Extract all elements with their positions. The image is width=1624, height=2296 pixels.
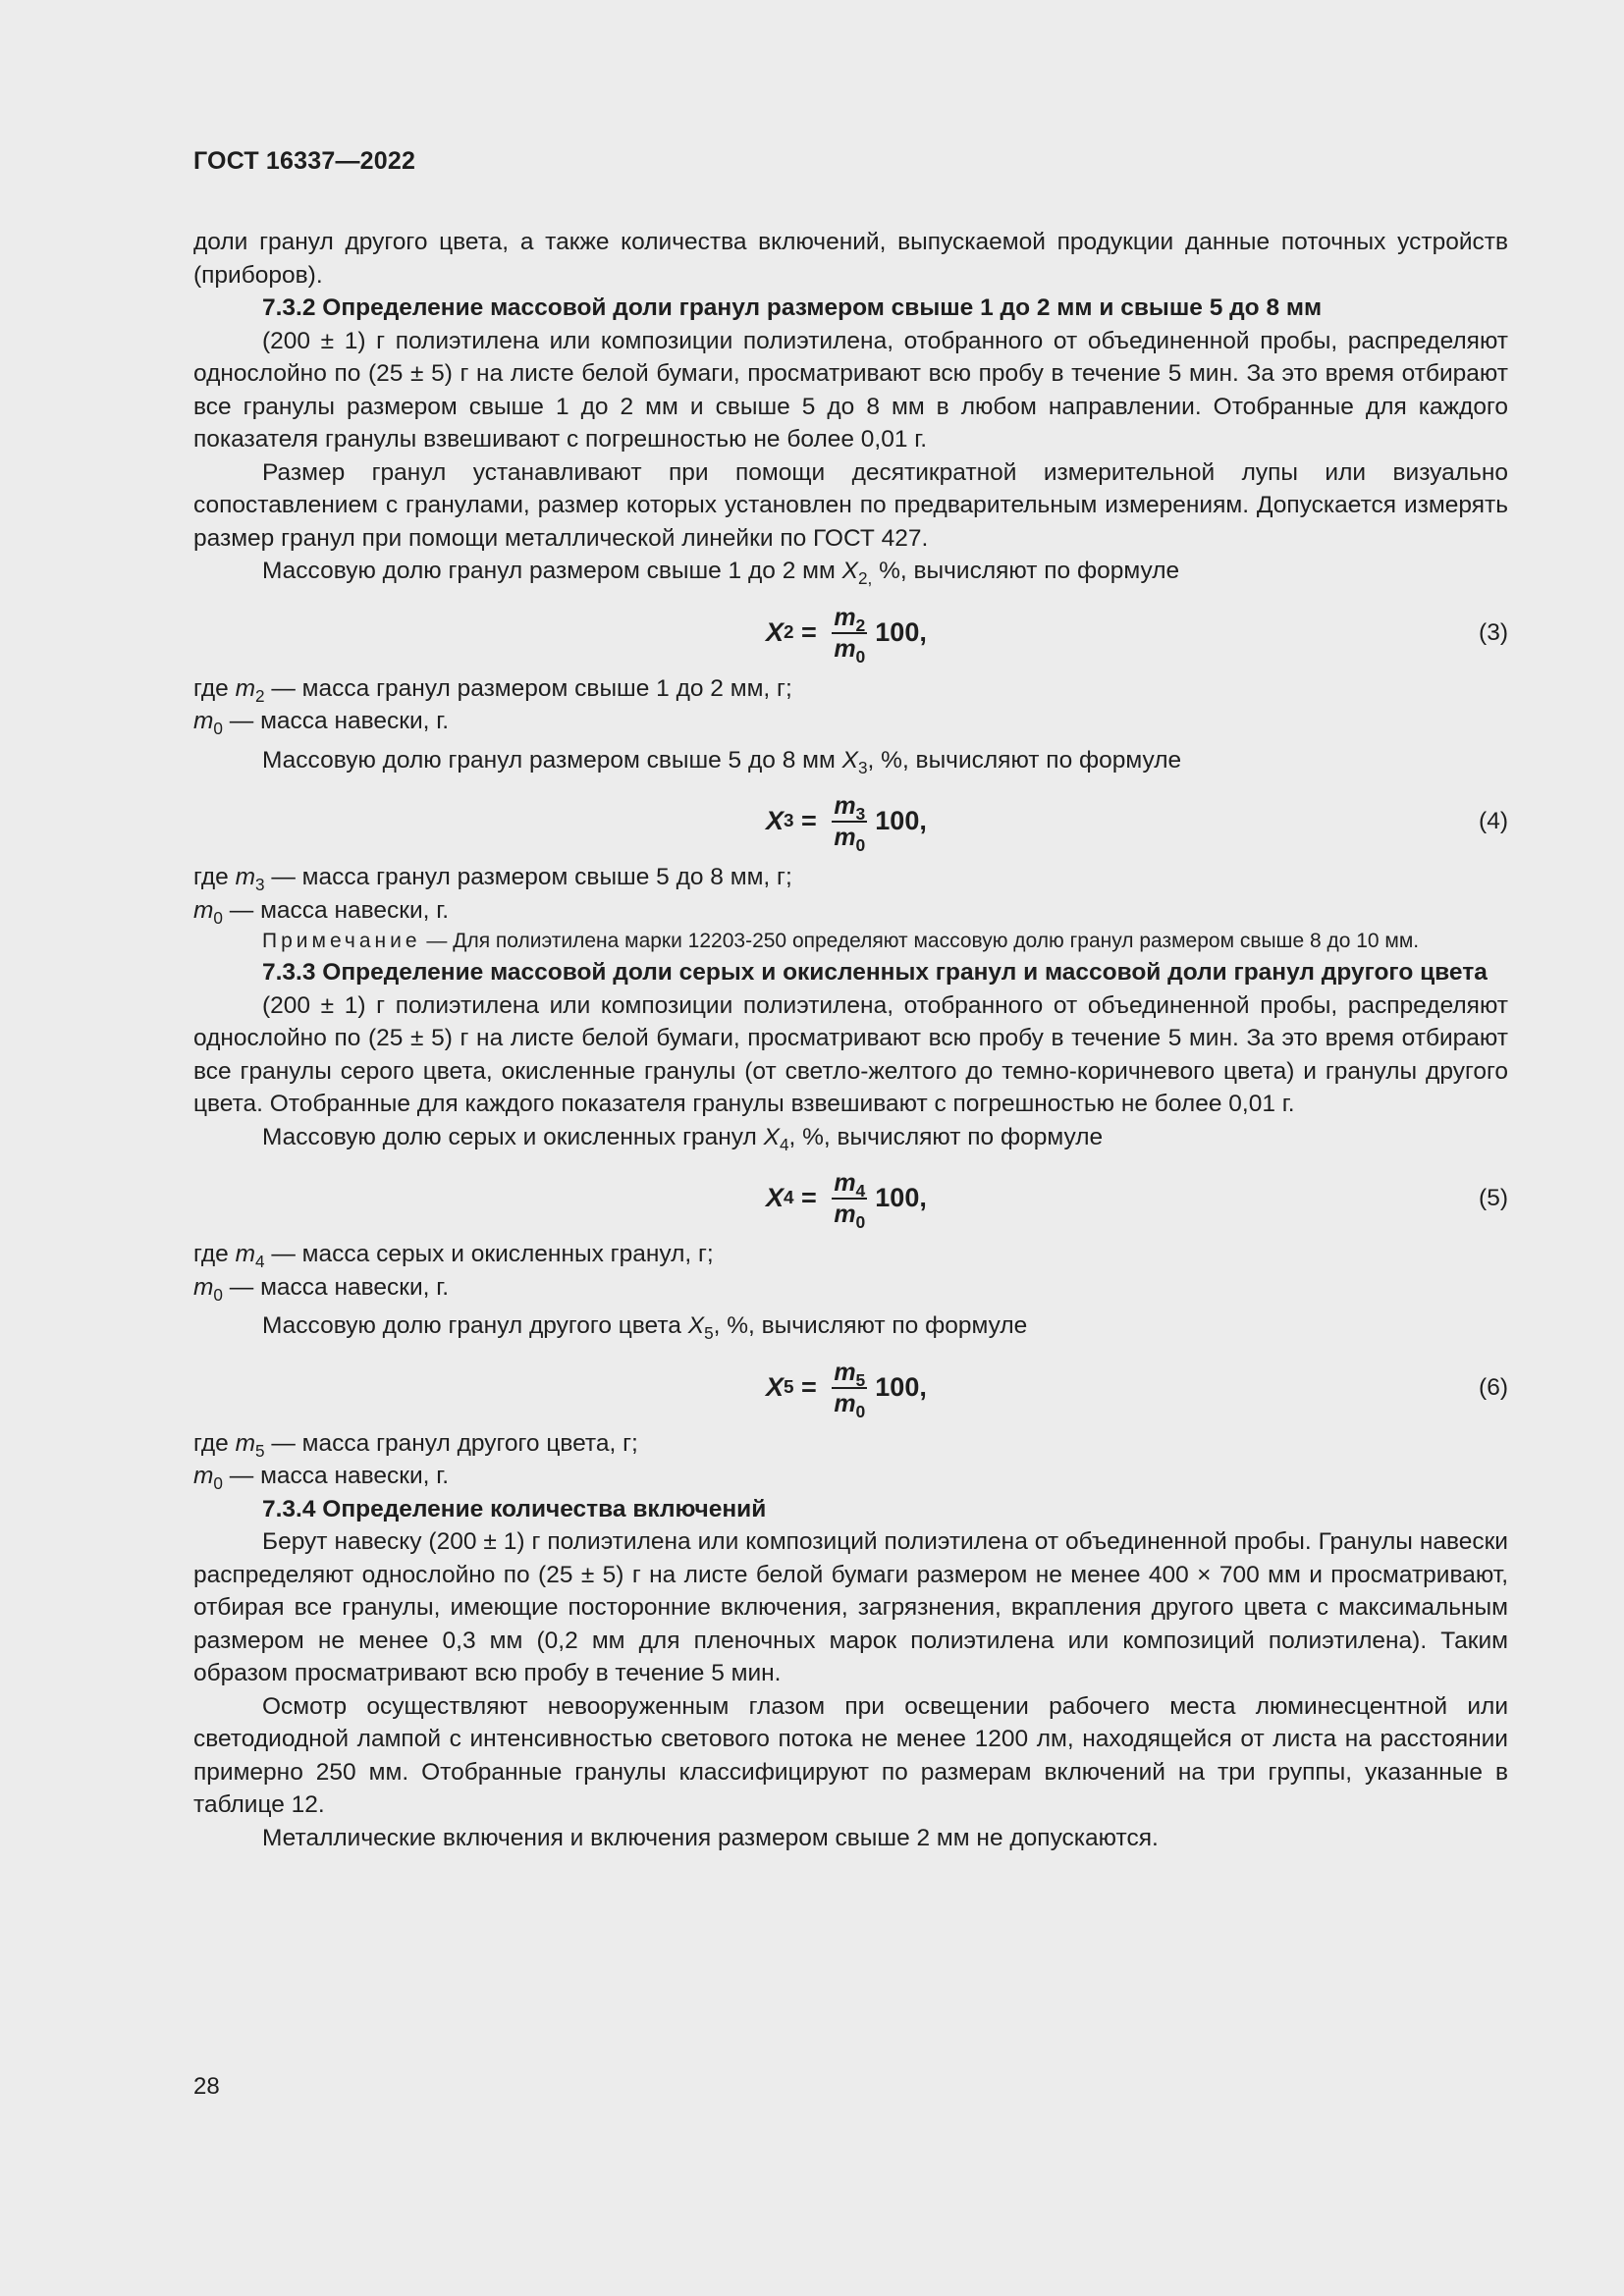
formula-intro: Массовую долю гранул другого цвета $X_5$, %, вычисляют по формуле [262,1312,1028,1343]
document-header: ГОСТ 16337—2022 [193,147,416,175]
formula-5: X 4 = $\frac{m_4}{m_0}$ 100, (5) [193,1163,1508,1234]
formula-4: X 3 = $\frac{m_3}{m_0}$ 100, (4) [193,786,1508,857]
note-label: Примечание [262,930,421,952]
variable-definition: где $m_5$ — масса гранул другого цвета, г; [193,1429,638,1461]
variable-definition: где $m_2$ — масса гранул размером свыше 1 до 2 мм, г; [193,674,792,706]
formula-intro: Массовую долю серых и окисленных гранул $X_4$, %, вычисляют по формуле [262,1123,1104,1154]
formula-6: X 5 = $\frac{m_5}{m_0}$ 100, (6) [193,1353,1508,1423]
paragraph: (200 ± 1) г полиэтилена или композиции полиэтилена, отобранного от объединенной пробы, распределяют однослойно по (25 ± 5) г на листе белой бумаги, просматривают всю пробу в течение 5 мин. За это время отбирают все гранулы размером свыше 1 до 2 мм и свыше 5 до 8 мм в любом направлении. Отобранные для каждого показателя гранулы взвешивают с погрешностью не более 0,01 г. [193,327,1508,453]
variable-definition: $m_0$ — масса навески, г. [193,1463,450,1493]
fraction: $\frac{m_3}{m_0}$ [834,792,866,855]
paragraph: (200 ± 1) г полиэтилена или композиции полиэтилена, отобранного от объединенной пробы, распределяют однослойно по (25 ± 5) г на листе белой бумаги, просматривают всю пробу в течение 5 мин. За это время отбирают все гранулы серого цвета, окисленные гранулы (от светло-желтого до темно-коричневого цвета) и гранулы другого цвета. Отобранные для каждого показателя гранулы взвешивают с погрешностью не более 0,01 г. [193,991,1508,1117]
page-number: 28 [193,2073,220,2100]
equation-number: (5) [1479,1185,1508,1211]
fraction: $\frac{m_2}{m_0}$ [834,603,866,667]
section-heading-7-3-3: 7.3.3 Определение массовой доли серых и окисленных гранул и массовой доли гранул другого цвета [262,959,1488,986]
paragraph: Металлические включения и включения размером свыше 2 мм не допускаются. [262,1824,1159,1851]
fraction: $\frac{m_4}{m_0}$ [834,1169,866,1232]
formula-intro: Массовую долю гранул размером свыше 1 до 2 мм $X_{2,}$ %, вычисляют по формуле [262,558,1180,588]
variable-definition: $m_0$ — масса навески, г. [193,708,450,738]
section-heading-7-3-4: 7.3.4 Определение количества включений [262,1495,767,1522]
note: Примечание — Для полиэтилена марки 12203-250 определяют массовую долю гранул размером свыше 8 до 10 мм. [262,930,1420,952]
equation-number: (3) [1479,618,1508,646]
paragraph: Осмотр осуществляют невооруженным глазом при освещении рабочего места люминесцентной или светодиодной лампой с интенсивностью светового потока не менее 1200 лм, находящейся от листа на расстоянии примерно 250 мм. Отобранные гранулы классифицируют по размерам включений на три группы, указанные в таблице 12. [193,1692,1508,1818]
equation-number: (6) [1479,1373,1508,1401]
variable-definition: где $m_4$ — масса серых и окисленных гранул, г; [193,1241,714,1271]
fraction: $\frac{m_5}{m_0}$ [834,1358,866,1421]
paragraph: доли гранул другого цвета, а также количества включений, выпускаемой продукции данные поточных устройств (приборов). [193,229,1508,289]
variable-definition: $m_0$ — масса навески, г. [193,1273,450,1305]
equation-number: (4) [1479,808,1508,834]
document-body [193,226,1508,1854]
variable-definition: где $m_3$ — масса гранул размером свыше 5 до 8 мм, г; [193,864,792,894]
paragraph: Берут навеску (200 ± 1) г полиэтилена или композиций полиэтилена от объединенной пробы. Гранулы навески распределяют однослойно по (25 ± 5) г на листе белой бумаги размером не менее 400 × 700 мм и просматривают, отбирая все гранулы, имеющие посторонние включения, загрязнения, вкрапления другого цвета с максимальным размером не менее 0,3 мм (0,2 мм для пленочных марок полиэтилена или композиций полиэтилена). Таким образом просматривают всю пробу в течение 5 мин. [193,1528,1508,1686]
formula-intro: Массовую долю гранул размером свыше 5 до 8 мм $X_3$, %, вычисляют по формуле [262,746,1182,777]
variable-definition: $m_0$ — масса навески, г. [193,896,450,928]
formula-3: X 2 = $\frac{m_2}{m_0}$ 100, (3) [193,598,1508,668]
paragraph: Размер гранул устанавливают при помощи десятикратной измерительной лупы или визуально сопоставлением с гранулами, размер которых установлен по предварительным измерениям. Допускается измерять размер гранул при помощи металлической линейки по ГОСТ 427. [193,458,1508,552]
section-heading-7-3-2: 7.3.2 Определение массовой доли гранул размером свыше 1 до 2 мм и свыше 5 до 8 мм [262,294,1323,321]
